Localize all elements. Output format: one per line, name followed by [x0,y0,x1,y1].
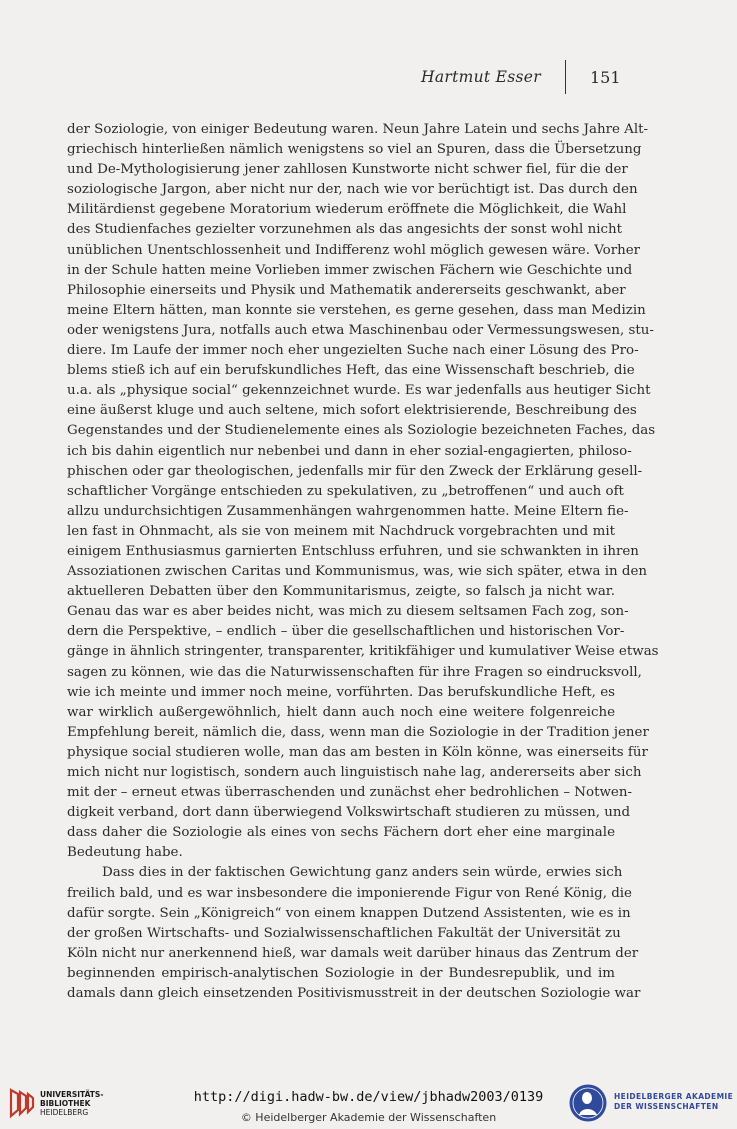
copyright-notice: © Heidelberger Akademie der Wissenschaften [240,1111,497,1124]
text-line: Militärdienst gegebene Moratorium wiederum eröffnete die Möglichkeit, die Wahl [67,202,627,218]
text-line: physique social studieren wolle, man das am besten in Köln könne, was einerseits für [67,744,648,760]
text-line: blems stieß ich auf ein berufskundliches Heft, das eine Wissenschaft beschrieb, die [67,363,635,379]
text-line: phischen oder gar theologischen, jedenfalls mir für den Zweck der Erklärung gesell- [67,463,643,479]
text-line: Assoziationen zwischen Caritas und Kommunismus, was, wie sich später, etwa in den [67,564,648,580]
academy-line-1: HEIDELBERGER AKADEMIE [614,1092,734,1101]
text-line: soziologische Jargon, aber nicht nur der, nach wie vor berüchtigt ist. Das durch den [67,182,638,198]
text-line: gänge in ähnlich stringenter, transparenter, kritikfähiger und kumulativer Weise etwas [67,644,659,660]
text-line: Dass dies in der faktischen Gewichtung ganz anders sein würde, erwies sich [102,865,623,881]
text-line: Genau das war es aber beides nicht, was mich zu diesem seltsamen Fach zog, son- [67,604,629,620]
header-divider [565,60,566,94]
academy-line-2: DER WISSENSCHAFTEN [614,1102,719,1111]
footer-bar [0,1078,737,1129]
text-line: digkeit verband, dort dann überwiegend Volkswirtschaft studieren zu müssen, und [67,805,631,821]
text-line: unüblichen Unentschlossenheit und Indifferenz wohl möglich gewesen wäre. Vorher [67,242,641,258]
text-line: diere. Im Laufe der immer noch eher ungezielten Suche nach einer Lösung des Pro- [67,343,639,359]
text-line: war wirklich außergewöhnlich, hielt dann auch noch eine weitere folgenreiche [67,704,615,720]
text-line: Gegenstandes und der Studienelemente eines als Soziologie bezeichneten Faches, das [67,423,656,439]
text-line: mit der – erneut etwas überraschenden und zunächst eher bedrohlichen – Notwen- [67,785,632,801]
text-line: meine Eltern hätten, man konnte sie verstehen, es gerne gesehen, dass man Medizin [67,302,646,318]
text-line: Philosophie einerseits und Physik und Mathematik andererseits geschwankt, aber [67,282,626,298]
text-line: Empfehlung bereit, nämlich die, dass, wenn man die Soziologie in der Tradition jener [67,724,649,740]
text-line: Bedeutung habe. [67,845,183,861]
text-line: u.a. als „physique social“ gekennzeichnet wurde. Es war jedenfalls aus heutiger Sicht [67,383,651,399]
text-line: oder wenigstens Jura, notfalls auch etwa Maschinenbau oder Vermessungswesen, stu- [67,322,654,338]
running-header [0,68,737,92]
text-line: dass daher die Soziologie als eines von sechs Fächern dort eher eine marginale [67,825,615,841]
text-line: Köln nicht nur anerkennend hieß, war damals weit darüber hinaus das Zentrum der [67,945,639,961]
text-line: in der Schule hatten meine Vorlieben immer zwischen Fächern wie Geschichte und [67,262,633,278]
body-text [67,120,659,1004]
text-line: damals dann gleich einsetzenden Positivismusstreit in der deutschen Soziologie war [67,986,641,1002]
text-line: schaftlicher Vorgänge entschieden zu spekulativen, zu „betroffenen“ und auch oft [67,483,624,499]
academy-seal-icon [568,1083,608,1123]
text-line: dafür sorgte. Sein „Königreich“ von einem knappen Dutzend Assistenten, wie es in [67,905,631,921]
ub-line-3: HEIDELBERG [40,1108,89,1117]
text-line: der großen Wirtschafts- und Sozialwissenschaftlichen Fakultät der Universität zu [67,925,621,941]
text-line: freilich bald, und es war insbesondere die imponierende Figur von René König, die [67,885,632,901]
text-line: allzu undurchsichtigen Zusammenhängen wahrgenommen hatte. Meine Eltern fie- [67,503,629,519]
ub-line-2: BIBLIOTHEK [40,1099,91,1108]
text-line: und De-Mythologisierung jener zahllosen Kunstworte nicht schwer fiel, für die der [67,162,628,178]
text-line: des Studienfaches gezielter vorzunehmen als das angesichts der sonst wohl nicht [67,222,622,238]
text-line: sagen zu können, wie das die Naturwissenschaften für ihre Fragen so eindrucksvoll, [67,664,642,680]
page-number: 151 [590,68,621,87]
ub-line-1: UNIVERSITÄTS- [40,1090,104,1099]
text-line: der Soziologie, von einiger Bedeutung waren. Neun Jahre Latein und sechs Jahre Alt- [67,122,649,137]
text-line: wie ich meinte und immer noch meine, vorführten. Das berufskundliche Heft, es [67,684,615,700]
text-line: aktuelleren Debatten über den Kommunitarismus, zeigte, so falsch ja nicht war. [67,584,615,600]
text-line: griechisch hinterließen nämlich wenigstens so viel an Spuren, dass die Übersetzung [67,142,642,158]
running-header-author: Hartmut Esser [421,68,541,86]
text-line: einigem Enthusiasmus garnierten Entschluss erfuhren, und sie schwankten in ihren [67,543,639,559]
text-line: mich nicht nur logistisch, sondern auch linguistisch nahe lag, andererseits aber sich [67,765,642,780]
text-line: dern die Perspektive, – endlich – über die gesellschaftlichen und historischen Vor- [67,624,625,640]
academy-name [614,1092,733,1112]
text-line: ich bis dahin eigentlich nur nebenbei und dann in eher sozial-engagierten, philoso- [67,443,632,459]
text-line: eine äußerst kluge und auch seltene, mich sofort elektrisierende, Beschreibung des [67,403,637,419]
text-line: beginnenden empirisch-analytischen Soziologie in der Bundesrepublik, und im [67,965,615,981]
permalink-url[interactable]: http://digi.hadw-bw.de/view/jbhadw2003/0139 [193,1089,544,1105]
text-line: len fast in Ohnmacht, als sie von meinem mit Nachdruck vorgebrachten und mit [67,523,615,539]
